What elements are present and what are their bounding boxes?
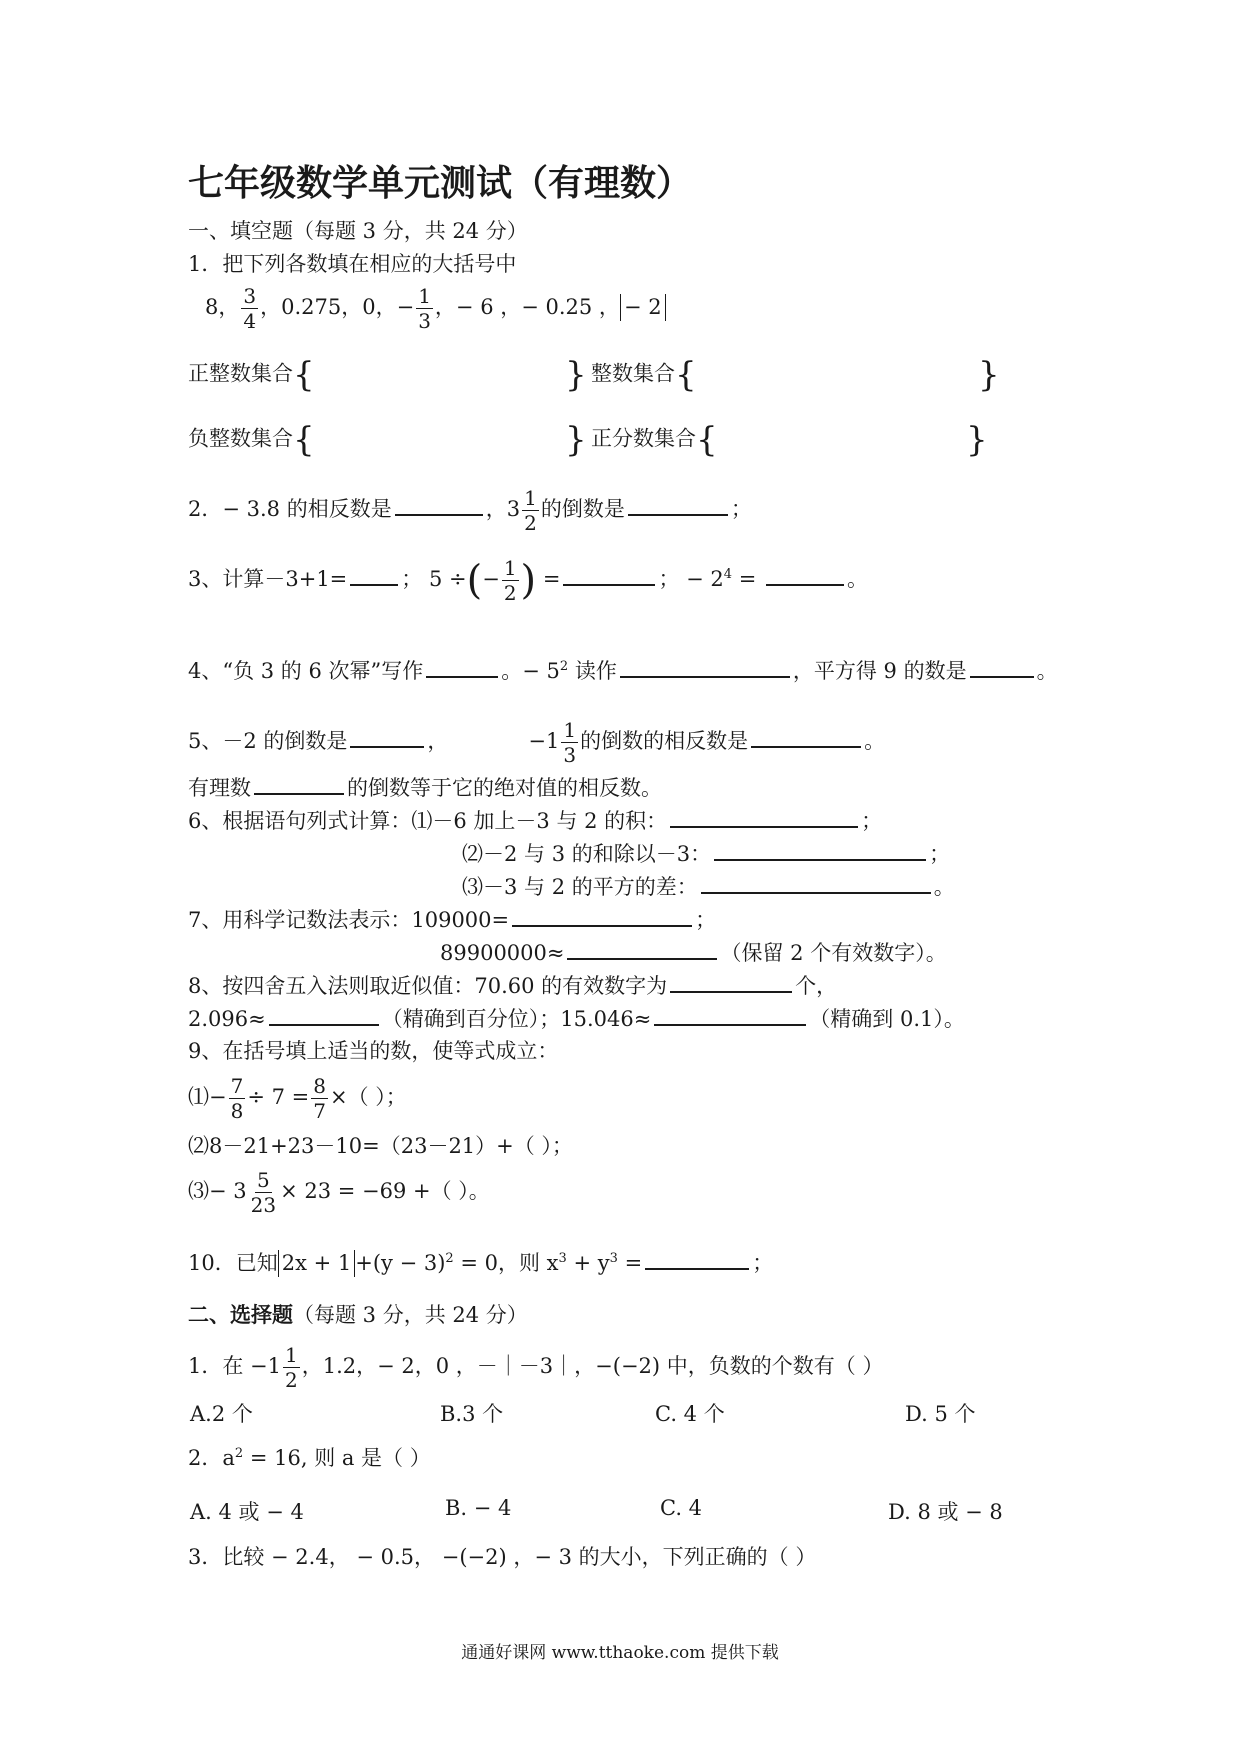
answer-blank[interactable] — [350, 566, 398, 586]
absolute-value: − 2 — [620, 294, 666, 321]
set-positive-fractions: 正分数集合{ — [591, 420, 718, 460]
set-negative-integers: 负整数集合{ — [188, 420, 315, 460]
q1-stem: 1．把下列各数填在相应的大括号中 — [188, 252, 517, 276]
answer-blank[interactable] — [620, 658, 790, 678]
question-9-part-3: ⑶− 3 $\frac{5}{23}$ × 23 = −69 +（ ）。 — [188, 1168, 490, 1217]
choice-1-option-b[interactable]: B.3 个 — [440, 1402, 504, 1426]
answer-blank[interactable] — [654, 1006, 806, 1026]
set-integers-close: } — [978, 355, 1000, 395]
answer-blank[interactable] — [254, 775, 344, 795]
question-2: 2．− 3.8 的相反数是 ，3 $\frac{1}{2}$ 的倒数是 ； — [188, 486, 752, 535]
answer-blank[interactable] — [350, 728, 424, 748]
choice-1-option-a[interactable]: A.2 个 — [190, 1402, 253, 1426]
question-8-part-2: 2.096≈ （精确到百分位）；15.046≈ （精确到 0.1）。 — [188, 1007, 965, 1031]
answer-blank[interactable] — [645, 1250, 749, 1270]
choice-2-option-b[interactable]: B. − 4 — [445, 1496, 512, 1520]
section-2-header: 二、选择题（每题 3 分，共 24 分） — [188, 1302, 528, 1327]
answer-blank[interactable] — [563, 566, 655, 586]
choice-2-option-c[interactable]: C. 4 — [660, 1496, 703, 1520]
answer-blank[interactable] — [269, 1006, 379, 1026]
question-10: 10．已知 $2x + 1 +(y - 3)^2 = 0$，则 $x^3 + y^3$ = ； — [188, 1250, 773, 1277]
choice-3: 3．比较 − 2.4， − 0.5， −(−2) ，− 3 的大小，下列正确的（ ） — [188, 1545, 817, 1569]
question-4: 4、“负 3 的 6 次幂”写作 。− $5^2$ 读作 ，平方得 9 的数是 。 — [188, 659, 1058, 683]
fraction: $\frac{3}{4}$ — [243, 284, 257, 333]
answer-blank[interactable] — [426, 658, 498, 678]
set-positive-integers-close: } — [565, 355, 587, 395]
choice-2-option-a[interactable]: A. 4 或 − 4 — [190, 1500, 304, 1524]
choice-2-option-d[interactable]: D. 8 或 − 8 — [888, 1500, 1003, 1524]
set-positive-integers: 正整数集合{ — [188, 355, 315, 395]
question-7-part-2: 89900000≈ （保留 2 个有效数字）。 — [440, 941, 947, 965]
answer-blank[interactable] — [670, 973, 792, 993]
answer-blank[interactable] — [512, 907, 692, 927]
question-5: 5、－2 的倒数是 ， −1 $\frac{1}{3}$ 的倒数的相反数是 。 — [188, 718, 886, 767]
question-9-part-1: ⑴− $\frac{7}{8}$ ÷ 7 = $\frac{8}{7}$ ×（ ）； — [188, 1074, 407, 1123]
question-7: 7、用科学记数法表示：109000= ； — [188, 908, 717, 932]
question-9: 9、在括号填上适当的数，使等式成立： — [188, 1039, 559, 1063]
section-1-header: 一、填空题（每题 3 分，共 24 分） — [188, 219, 528, 243]
q1-numbers: 8， $\frac{3}{4}$ ，0.275，0，− $\frac{1}{3}$ ，− 6 ，− 0.25 ， − 2 — [205, 286, 666, 331]
fraction: $\frac{1}{3}$ — [418, 284, 431, 333]
question-5-part-2: 有理数 的倒数等于它的绝对值的相反数。 — [188, 776, 662, 800]
answer-blank[interactable] — [766, 566, 844, 586]
page-title: 七年级数学单元测试（有理数） — [188, 163, 693, 204]
choice-2: 2．$a^2 = 16$, 则 a 是（ ） — [188, 1446, 431, 1470]
answer-blank[interactable] — [751, 728, 861, 748]
answer-blank[interactable] — [714, 841, 926, 861]
question-8: 8、按四舍五入法则取近似值：70.60 的有效数字为 个， — [188, 974, 838, 998]
set-negative-integers-close: } — [565, 420, 587, 460]
choice-1-option-d[interactable]: D. 5 个 — [905, 1402, 976, 1426]
answer-blank[interactable] — [395, 496, 483, 516]
set-integers: 整数集合{ — [591, 355, 697, 395]
choice-1-option-c[interactable]: C. 4 个 — [655, 1402, 725, 1426]
answer-blank[interactable] — [670, 808, 858, 828]
page-footer: 通通好课网 www.tthaoke.com 提供下载 — [461, 1643, 779, 1663]
answer-blank[interactable] — [628, 496, 728, 516]
question-6-part-3: ⑶－3 与 2 的平方的差： 。 — [462, 875, 955, 899]
question-3: 3、计算－3+1= ； 5 ÷(− $\frac{1}{2}$ ) = ； − $2^4$ = 。 — [188, 556, 868, 605]
answer-blank[interactable] — [701, 874, 931, 894]
question-6-part-2: ⑵－2 与 3 的和除以－3： ； — [462, 842, 951, 866]
answer-blank[interactable] — [970, 658, 1034, 678]
question-6: 6、根据语句列式计算：⑴－6 加上－3 与 2 的积： ； — [188, 809, 883, 833]
answer-blank[interactable] — [567, 940, 717, 960]
set-positive-fractions-close: } — [966, 420, 988, 460]
question-9-part-2: ⑵8－21+23－10=（23－21）+（ ）； — [188, 1134, 573, 1158]
choice-1: 1．在 −1 $\frac{1}{2}$ ，1.2，− 2，0 ，－｜－3｜，−(−2) 中，负数的个数有（ ） — [188, 1343, 884, 1392]
